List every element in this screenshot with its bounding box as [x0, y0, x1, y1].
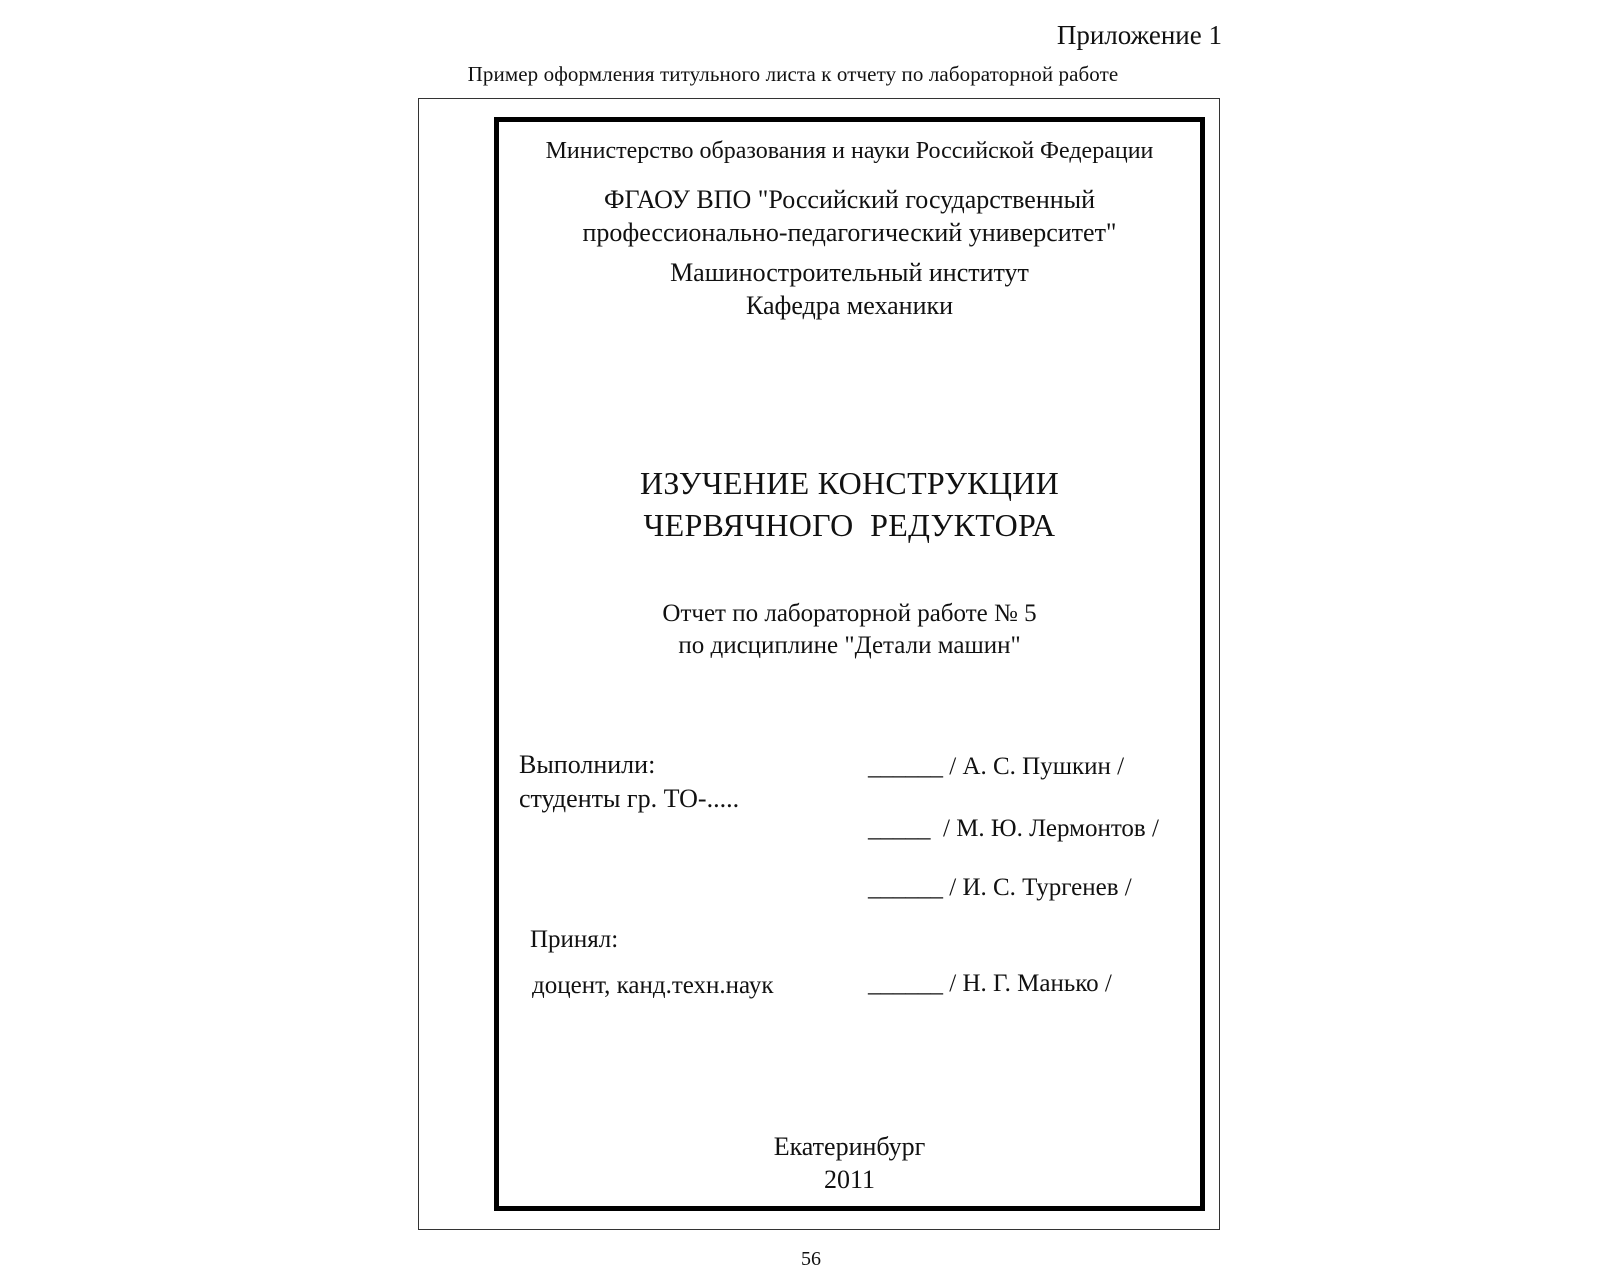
students-label: студенты гр. ТО-..... [519, 784, 740, 813]
appendix-label: Приложение 1 [1056, 20, 1222, 50]
university [494, 183, 1205, 249]
accepted-position: доцент, канд.техн.наук [532, 972, 774, 999]
department: Кафедра механики [745, 291, 954, 320]
institute-block [494, 256, 1205, 322]
student-signature-2: _____ / М. Ю. Лермонтов / [868, 815, 1159, 842]
caption-text: Пример оформления титульного листа к отчету по лабораторной работе [467, 62, 1119, 86]
year: 2011 [823, 1165, 876, 1194]
page-number: 56 [801, 1248, 821, 1270]
title-line-2: ЧЕРВЯЧНОГО РЕДУКТОРА [643, 507, 1056, 543]
document-title [494, 462, 1205, 546]
accepted-signature: ______ / Н. Г. Манько / [868, 970, 1112, 997]
ministry: Министерство образования и науки Российской Федерации [545, 138, 1154, 164]
city: Екатеринбург [773, 1132, 926, 1161]
university-line-1: ФГАОУ ВПО "Российский государственный [603, 185, 1096, 214]
accepted-label: Принял: [530, 926, 619, 953]
city-year [494, 1130, 1205, 1196]
performed-label: Выполнили: [519, 750, 656, 779]
caption [0, 62, 1600, 87]
performed-block [519, 748, 739, 816]
student-signature-1: ______ / А. С. Пушкин / [868, 753, 1125, 780]
institute: Машиностроительный институт [670, 258, 1029, 287]
title-line-1: ИЗУЧЕНИЕ КОНСТРУКЦИИ [639, 465, 1060, 501]
report-line-1: Отчет по лабораторной работе № 5 [662, 600, 1037, 627]
student-signature-3: ______ / И. С. Тургенев / [868, 874, 1132, 901]
report-line-2: по дисциплине "Детали машин" [678, 632, 1021, 659]
university-line-2: профессионально-педагогический университет" [582, 218, 1117, 247]
report-subtitle [494, 598, 1205, 662]
